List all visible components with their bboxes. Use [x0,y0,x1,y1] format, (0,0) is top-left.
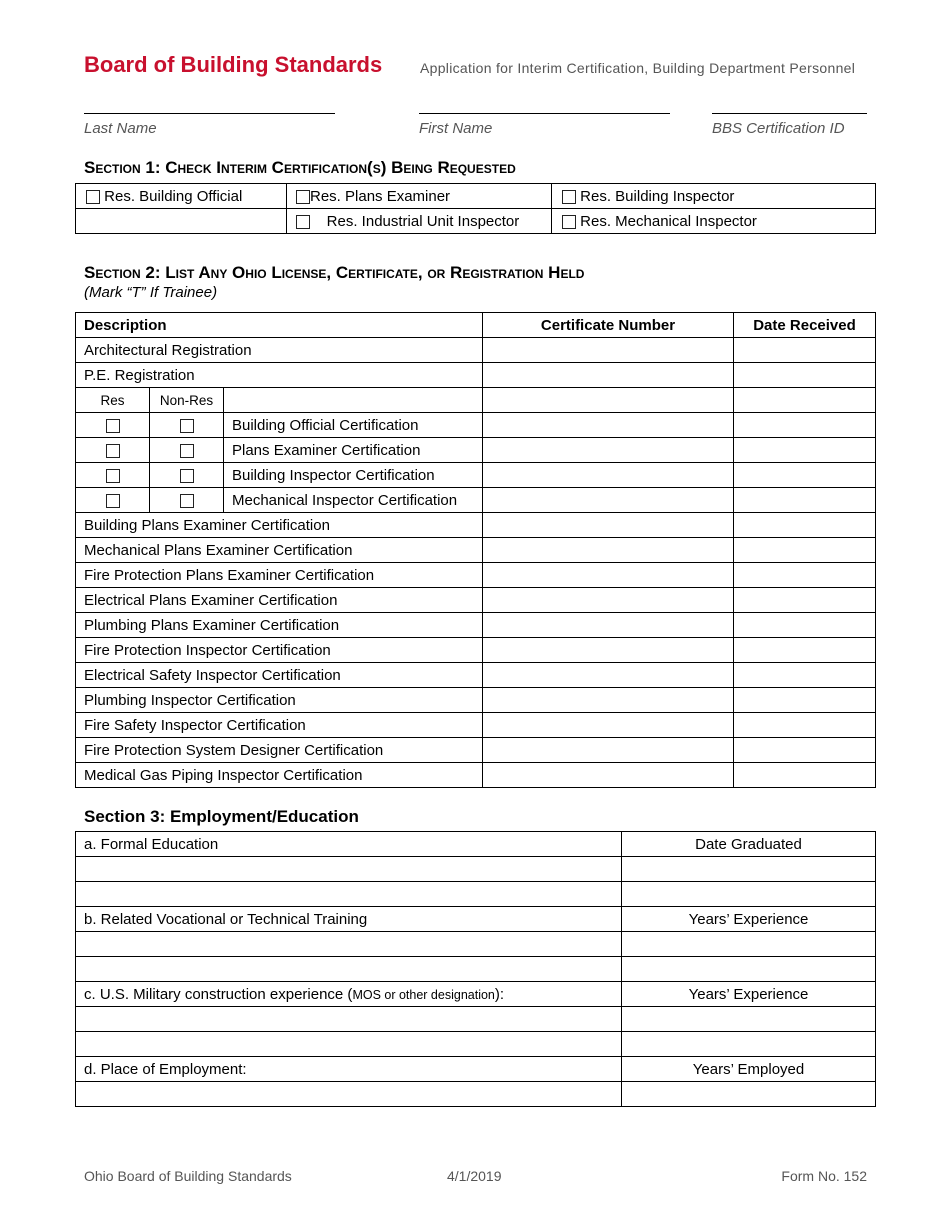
last-name-label: Last Name [84,120,157,137]
license-description: Architectural Registration [76,338,483,363]
bbs-id-field[interactable] [712,113,867,114]
first-name-field[interactable] [419,113,670,114]
certificate-number-input[interactable] [483,688,734,713]
certificate-number-input[interactable] [483,463,734,488]
table-row [76,713,876,738]
license-description: Plans Examiner Certification [224,438,483,463]
nonres-checkbox-cell [150,438,224,463]
license-description: Electrical Safety Inspector Certification [76,663,483,688]
date-received-input[interactable] [734,613,876,638]
certificate-number-input[interactable] [483,588,734,613]
certificate-number-input[interactable] [483,488,734,513]
license-description: Building Official Certification [224,413,483,438]
res-building-official-checkbox[interactable] [86,190,100,204]
date-received-input[interactable] [734,388,876,413]
date-received-input[interactable] [734,763,876,788]
page-title: Board of Building Standards [84,52,383,77]
years-experience-input[interactable] [622,932,876,957]
footer-form-number: Form No. 152 [781,1168,867,1184]
license-description: Medical Gas Piping Inspector Certification [76,763,483,788]
option-res-industrial-unit-inspector: Res. Industrial Unit Inspector [287,209,552,234]
certificate-number-input[interactable] [483,763,734,788]
table-row [76,563,876,588]
date-received-input[interactable] [734,738,876,763]
empty-cell [224,388,483,413]
table-row [76,663,876,688]
certificate-number-header: Certificate Number [483,313,734,338]
date-graduated-input[interactable] [622,882,876,907]
res-checkbox[interactable] [106,444,120,458]
nonres-checkbox[interactable] [180,444,194,458]
military-years-input[interactable] [622,1007,876,1032]
formal-education-label: a. Formal Education [76,832,622,857]
footer-date: 4/1/2019 [447,1168,502,1184]
license-description: Fire Safety Inspector Certification [76,713,483,738]
date-received-input[interactable] [734,463,876,488]
table-row [76,363,876,388]
form-subtitle: Application for Interim Certification, Building Department Personnel [420,60,856,76]
description-header: Description [76,313,483,338]
license-description: Building Inspector Certification [224,463,483,488]
date-received-input[interactable] [734,563,876,588]
footer-organization: Ohio Board of Building Standards [84,1168,292,1184]
table-row [76,613,876,638]
section1-heading: Section 1: Check Interim Certification(s) Being Requested [84,158,516,177]
license-description: Mechanical Inspector Certification [224,488,483,513]
certificate-number-input[interactable] [483,663,734,688]
certificate-number-input[interactable] [483,613,734,638]
date-received-input[interactable] [734,413,876,438]
date-received-input[interactable] [734,588,876,613]
option-res-mechanical-inspector: Res. Mechanical Inspector [552,209,876,234]
certificate-number-input[interactable] [483,413,734,438]
license-description: Electrical Plans Examiner Certification [76,588,483,613]
res-checkbox-cell [76,413,150,438]
license-description: Fire Protection Inspector Certification [76,638,483,663]
certificate-number-input[interactable] [483,713,734,738]
table-row [76,738,876,763]
certificate-number-input[interactable] [483,738,734,763]
vocational-training-input[interactable] [76,957,622,982]
res-checkbox-cell [76,438,150,463]
section3-heading: Section 3: Employment/Education [84,807,359,826]
date-received-input[interactable] [734,538,876,563]
table-row [76,463,876,488]
nonres-checkbox-cell [150,463,224,488]
certificate-number-input[interactable] [483,513,734,538]
license-description: Plumbing Inspector Certification [76,688,483,713]
certificate-number-input[interactable] [483,638,734,663]
section2-table [75,312,876,788]
first-name-label: First Name [419,120,493,137]
option-res-building-inspector: Res. Building Inspector [552,184,876,209]
certificate-number-input[interactable] [483,538,734,563]
table-header-row [76,313,876,338]
date-received-input[interactable] [734,488,876,513]
date-graduated-label: Date Graduated [622,832,876,857]
vocational-training-label: b. Related Vocational or Technical Training [76,907,622,932]
table-row [76,763,876,788]
military-years-input[interactable] [622,1032,876,1057]
date-received-input[interactable] [734,688,876,713]
date-received-header: Date Received [734,313,876,338]
license-description: P.E. Registration [76,363,483,388]
date-received-input[interactable] [734,638,876,663]
years-experience-input[interactable] [622,957,876,982]
nonres-label: Non-Res [150,388,224,413]
date-received-input[interactable] [734,513,876,538]
certificate-number-input[interactable] [483,388,734,413]
table-row [76,688,876,713]
license-description: Building Plans Examiner Certification [76,513,483,538]
place-of-employment-label: d. Place of Employment: [76,1057,622,1082]
nonres-checkbox-cell [150,413,224,438]
res-building-inspector-checkbox[interactable] [562,190,576,204]
table-row [76,413,876,438]
certificate-number-input[interactable] [483,438,734,463]
place-of-employment-input[interactable] [76,1082,622,1107]
date-received-input[interactable] [734,663,876,688]
certificate-number-input[interactable] [483,338,734,363]
nonres-checkbox[interactable] [180,419,194,433]
license-description: Plumbing Plans Examiner Certification [76,613,483,638]
years-experience-label: Years’ Experience [622,907,876,932]
table-row [76,588,876,613]
certificate-number-input[interactable] [483,363,734,388]
option-res-plans-examiner: Res. Plans Examiner [287,184,552,209]
table-row [76,538,876,563]
table-row [76,438,876,463]
date-received-input[interactable] [734,338,876,363]
empty-cell [76,209,287,234]
res-plans-examiner-checkbox[interactable] [296,190,310,204]
formal-education-input[interactable] [76,857,622,882]
license-description: Fire Protection System Designer Certification [76,738,483,763]
res-checkbox[interactable] [106,494,120,508]
res-checkbox[interactable] [106,469,120,483]
years-employed-label: Years’ Employed [622,1057,876,1082]
bbs-id-label: BBS Certification ID [712,120,845,137]
res-checkbox[interactable] [106,419,120,433]
date-received-input[interactable] [734,713,876,738]
certificate-number-input[interactable] [483,563,734,588]
res-mechanical-inspector-checkbox[interactable] [562,215,576,229]
section3-table [75,831,876,1107]
military-experience-label: c. U.S. Military construction experience (MOS or other designation): [76,982,622,1007]
res-checkbox-cell [76,488,150,513]
nonres-checkbox[interactable] [180,469,194,483]
section2-heading: Section 2: List Any Ohio License, Certificate, or Registration Held [84,263,585,282]
formal-education-input[interactable] [76,882,622,907]
date-graduated-input[interactable] [622,857,876,882]
section1-table [75,183,876,234]
vocational-training-input[interactable] [76,932,622,957]
years-employed-input[interactable] [622,1082,876,1107]
military-experience-input[interactable] [76,1007,622,1032]
table-row [76,488,876,513]
res-checkbox-cell [76,463,150,488]
table-row [76,638,876,663]
res-nonres-header-row [76,388,876,413]
license-description: Fire Protection Plans Examiner Certification [76,563,483,588]
res-industrial-unit-inspector-checkbox[interactable] [296,215,310,229]
license-description: Mechanical Plans Examiner Certification [76,538,483,563]
nonres-checkbox[interactable] [180,494,194,508]
table-row [76,338,876,363]
date-received-input[interactable] [734,363,876,388]
res-label: Res [76,388,150,413]
option-res-building-official: Res. Building Official [76,184,287,209]
date-received-input[interactable] [734,438,876,463]
last-name-field[interactable] [84,113,335,114]
table-row [76,513,876,538]
military-years-experience-label: Years’ Experience [622,982,876,1007]
military-experience-input[interactable] [76,1032,622,1057]
section2-subheading: (Mark “T” If Trainee) [84,284,218,301]
nonres-checkbox-cell [150,488,224,513]
